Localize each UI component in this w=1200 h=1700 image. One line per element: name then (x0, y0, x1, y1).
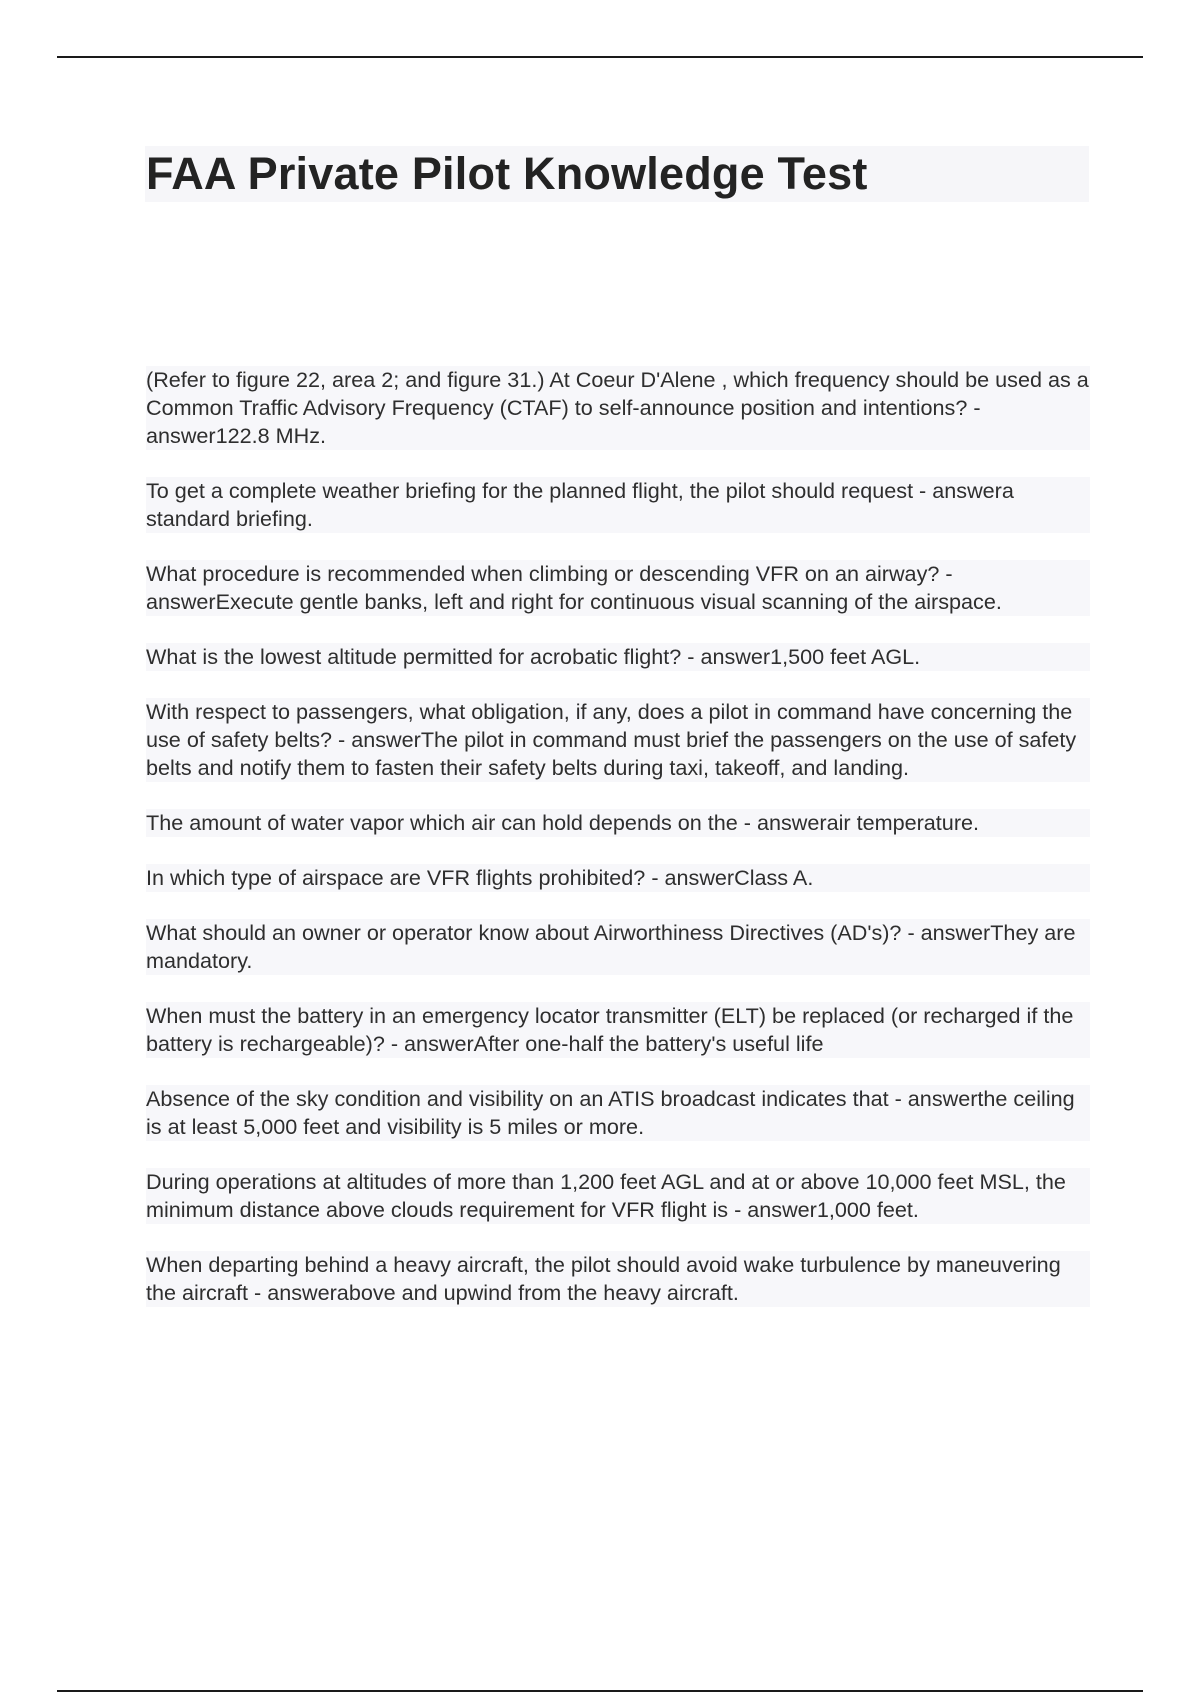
qa-item: What procedure is recommended when climbing or descending VFR on an airway? - answerExecute gentle banks, left and right for continuous visual scanning of the airspace. (146, 560, 1090, 616)
bottom-rule (57, 1690, 1143, 1692)
qa-item: In which type of airspace are VFR flights prohibited? - answerClass A. (146, 864, 1090, 892)
qa-item: Absence of the sky condition and visibility on an ATIS broadcast indicates that - answerthe ceiling is at least 5,000 feet and visibility is 5 miles or more. (146, 1085, 1090, 1141)
qa-item: To get a complete weather briefing for the planned flight, the pilot should request - answera standard briefing. (146, 477, 1090, 533)
qa-item: The amount of water vapor which air can hold depends on the - answerair temperature. (146, 809, 1090, 837)
qa-item: When departing behind a heavy aircraft, the pilot should avoid wake turbulence by maneuvering the aircraft - answerabove and upwind from the heavy aircraft. (146, 1251, 1090, 1307)
qa-item: During operations at altitudes of more than 1,200 feet AGL and at or above 10,000 feet MSL, the minimum distance above clouds requirement for VFR flight is - answer1,000 feet. (146, 1168, 1090, 1224)
qa-item: What is the lowest altitude permitted for acrobatic flight? - answer1,500 feet AGL. (146, 643, 1090, 671)
qa-item: When must the battery in an emergency locator transmitter (ELT) be replaced (or recharged if the battery is rechargeable)? - answerAfter one-half the battery's useful life (146, 1002, 1090, 1058)
qa-item: (Refer to figure 22, area 2; and figure 31.) At Coeur D'Alene , which frequency should be used as a Common Traffic Advisory Frequency (CTAF) to self-announce position and intentions? - answer122.8 MHz. (146, 367, 1089, 448)
top-rule (57, 56, 1143, 58)
qa-item: With respect to passengers, what obligation, if any, does a pilot in command have concerning the use of safety belts? - answerThe pilot in command must brief the passengers on the use of safety belts and notify them to fasten their safety belts during taxi, takeoff, and landing. (146, 698, 1090, 782)
qa-list (146, 366, 1090, 1334)
qa-item: What should an owner or operator know about Airworthiness Directives (AD's)? - answerThey are mandatory. (146, 919, 1090, 975)
page-title: FAA Private Pilot Knowledge Test (146, 148, 868, 199)
